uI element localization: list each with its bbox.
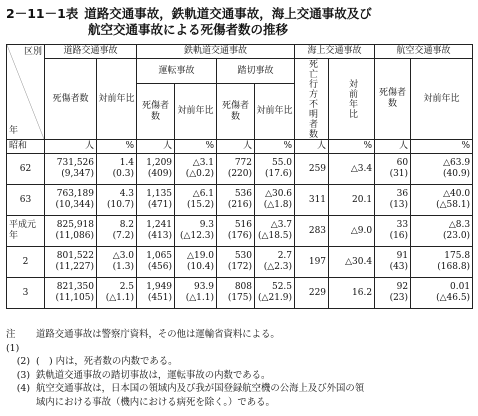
- air-count: 92: [396, 282, 409, 292]
- table-row: [7, 154, 473, 185]
- sea-count: 197: [295, 247, 329, 278]
- operation-count-deaths: (451): [147, 293, 173, 303]
- era-label: 昭和: [7, 140, 45, 154]
- road-count-deaths: (11,105): [55, 293, 94, 303]
- crossing-ratio: 2.7: [277, 251, 293, 261]
- crossing-count: 516: [234, 220, 253, 230]
- crossing-header: 踏切事故: [217, 59, 295, 84]
- crossing-count-deaths: (216): [227, 200, 253, 210]
- operation-ratio: △3.1: [192, 158, 215, 168]
- operation-count: 1,241: [146, 220, 173, 230]
- road-count: 825,918: [56, 220, 94, 230]
- sea-ratio: △3.4: [329, 154, 375, 185]
- air-deaths-header: 死傷者数: [375, 59, 411, 140]
- note-item: [6, 396, 474, 410]
- note-label: (2): [16, 356, 30, 367]
- crossing-count: 536: [234, 189, 253, 199]
- air-ratio: 175.8: [444, 251, 471, 261]
- operation-ratio-deaths: (10.4): [186, 262, 215, 272]
- road-ratio-deaths: (1.3): [112, 262, 135, 272]
- air-ratio-deaths: (23.0): [443, 231, 471, 241]
- unit-cell: %: [97, 140, 137, 154]
- table-row: [7, 185, 473, 216]
- corner-label-year: 年: [9, 126, 19, 136]
- corner-diagonal: [7, 45, 44, 139]
- operation-ratio-deaths: (△1.1): [185, 293, 215, 303]
- year-cell: 平成元年: [7, 216, 45, 247]
- air-count-deaths: (16): [389, 231, 409, 241]
- crossing-count-deaths: (175): [227, 293, 253, 303]
- air-count-deaths: (23): [389, 293, 409, 303]
- operation-ratio-deaths: (△0.2): [185, 169, 215, 179]
- sea-count: 283: [295, 216, 329, 247]
- road-ratio-deaths: (0.3): [112, 169, 135, 179]
- operation-count: 1,949: [146, 282, 173, 292]
- air-ratio: △40.0: [443, 189, 471, 199]
- note-label: 注 (1): [6, 329, 25, 354]
- operation-ratio-header: 対前年比: [175, 84, 217, 140]
- table-row: [7, 247, 473, 278]
- sea-count: 259: [295, 154, 329, 185]
- note-label: [6, 396, 36, 410]
- unit-cell: 人: [45, 140, 97, 154]
- crossing-ratio-deaths: (△1.8): [263, 200, 293, 210]
- note-text: 道路交通事故は警察庁資料，その他は運輸省資料による。: [36, 329, 280, 340]
- operation-count-deaths: (456): [147, 262, 173, 272]
- note-item: [6, 355, 474, 369]
- unit-cell: 人: [217, 140, 255, 154]
- road-count: 763,189: [56, 189, 94, 199]
- note-item: [6, 328, 474, 355]
- unit-cell: %: [411, 140, 473, 154]
- road-count: 731,526: [56, 158, 94, 168]
- unit-cell: 人: [375, 140, 411, 154]
- operation-count-deaths: (413): [147, 231, 173, 241]
- air-ratio-deaths: (△58.1): [436, 200, 471, 210]
- corner-header: [7, 45, 45, 140]
- sea-ratio-header: 対前年比: [347, 79, 358, 119]
- note-text: 鉄軌道交通事故の踏切事故は，運転事故の内数である。: [36, 369, 271, 381]
- air-ratio: △63.9: [443, 158, 471, 168]
- road-ratio: 1.4: [119, 158, 135, 168]
- sea-ratio: 20.1: [329, 185, 375, 216]
- crossing-deaths-header: 死傷者数: [217, 84, 255, 140]
- operation-count-deaths: (471): [147, 200, 173, 210]
- road-deaths-header: 死傷者数: [45, 59, 97, 140]
- title-line-1: 道路交通事故，鉄軌道交通事故，海上交通事故及び: [84, 6, 372, 21]
- air-ratio: 0.01: [450, 282, 471, 292]
- road-ratio: 4.3: [119, 189, 135, 199]
- unit-cell: 人: [295, 140, 329, 154]
- crossing-count: 808: [234, 282, 253, 292]
- crossing-ratio-deaths: (△21.9): [258, 293, 293, 303]
- crossing-count-deaths: (172): [227, 262, 253, 272]
- notes: [6, 328, 474, 409]
- crossing-ratio-header: 対前年比: [255, 84, 295, 140]
- note-item: [6, 369, 474, 383]
- air-count: 33: [396, 220, 409, 230]
- operation-ratio-deaths: (15.2): [186, 200, 215, 210]
- statistics-table: [6, 44, 473, 309]
- operation-ratio: 9.3: [199, 220, 215, 230]
- crossing-ratio-deaths: (△18.5): [258, 231, 293, 241]
- road-ratio-deaths: (△1.1): [105, 293, 135, 303]
- operation-ratio: △6.1: [192, 189, 215, 199]
- crossing-count-deaths: (220): [227, 169, 253, 179]
- road-ratio-deaths: (7.2): [112, 231, 135, 241]
- air-header: 航空交通事故: [375, 45, 473, 59]
- table-row: [7, 216, 473, 247]
- air-ratio-deaths: (△46.5): [436, 293, 471, 303]
- road-count: 821,350: [56, 282, 94, 292]
- table-row: [7, 278, 473, 309]
- air-ratio-deaths: (168.8): [437, 262, 471, 272]
- operation-count: 1,209: [146, 158, 173, 168]
- air-count: 36: [396, 189, 409, 199]
- table-title: [6, 6, 476, 38]
- units-row: [7, 140, 473, 154]
- crossing-ratio: 52.5: [271, 282, 293, 292]
- corner-label-category: 区別: [23, 47, 42, 57]
- unit-cell: %: [255, 140, 295, 154]
- road-header: 道路交通事故: [45, 45, 137, 59]
- unit-cell: 人: [137, 140, 175, 154]
- title-line-2: 航空交通事故による死傷者数の推移: [88, 22, 289, 37]
- operation-count-deaths: (409): [147, 169, 173, 179]
- road-count: 801,522: [56, 251, 94, 261]
- unit-cell: %: [175, 140, 217, 154]
- operation-deaths-header: 死傷者数: [137, 84, 175, 140]
- year-cell: 62: [7, 154, 45, 185]
- year-cell: 3: [7, 278, 45, 309]
- crossing-count: 772: [234, 158, 253, 168]
- road-count-deaths: (11,086): [55, 231, 94, 241]
- note-label: (4): [16, 383, 30, 394]
- crossing-ratio: △3.7: [270, 220, 293, 230]
- table-number: 2－11－1表: [6, 6, 79, 21]
- sea-ratio: △30.4: [329, 247, 375, 278]
- note-text: ( ) 内は，死者数の内数である。: [36, 356, 178, 367]
- crossing-ratio: △30.6: [265, 189, 293, 199]
- crossing-count: 530: [234, 251, 253, 261]
- operation-count: 1,135: [146, 189, 173, 199]
- operation-ratio: 93.9: [193, 282, 215, 292]
- note-text: 域内における事故（機内における病死を除く。）である。: [36, 396, 275, 408]
- operation-count: 1,065: [146, 251, 173, 261]
- air-ratio-deaths: (40.9): [443, 169, 471, 179]
- air-count-deaths: (13): [389, 200, 409, 210]
- road-count-deaths: (10,344): [55, 200, 94, 210]
- operation-ratio: △19.0: [187, 251, 215, 261]
- rail-header: 鉄軌道交通事故: [137, 45, 295, 59]
- air-count-deaths: (43): [389, 262, 409, 272]
- air-count: 60: [396, 158, 409, 168]
- crossing-ratio-deaths: (17.6): [264, 169, 293, 179]
- air-count: 91: [396, 251, 409, 261]
- road-count-deaths: (11,227): [55, 262, 94, 272]
- crossing-ratio-deaths: (△2.3): [263, 262, 293, 272]
- crossing-ratio: 55.0: [271, 158, 293, 168]
- road-ratio-header: 対前年比: [97, 59, 137, 140]
- operation-header: 運転事故: [137, 59, 217, 84]
- air-ratio-header: 対前年比: [411, 59, 473, 140]
- road-ratio-deaths: (10.7): [106, 200, 135, 210]
- year-cell: 63: [7, 185, 45, 216]
- sea-count: 311: [295, 185, 329, 216]
- air-ratio: △8.3: [448, 220, 471, 230]
- sea-ratio: △9.0: [329, 216, 375, 247]
- air-count-deaths: (31): [389, 169, 409, 179]
- sea-header: 海上交通事故: [295, 45, 375, 59]
- operation-ratio-deaths: (△12.3): [180, 231, 215, 241]
- year-cell: 2: [7, 247, 45, 278]
- note-item: [6, 382, 474, 396]
- sea-count: 229: [295, 278, 329, 309]
- crossing-count-deaths: (176): [227, 231, 253, 241]
- road-ratio: 8.2: [119, 220, 135, 230]
- sea-ratio: 16.2: [329, 278, 375, 309]
- sea-dead-header: 死亡行方不明者数: [307, 59, 318, 139]
- road-count-deaths: (9,347): [61, 169, 94, 179]
- road-ratio: 2.5: [119, 282, 135, 292]
- unit-cell: %: [329, 140, 375, 154]
- road-ratio: △3.0: [112, 251, 135, 261]
- note-text: 航空交通事故は，日本国の領域内及び我が国登録航空機の公海上及び外国の領: [36, 383, 365, 394]
- note-label: (3): [16, 369, 30, 381]
